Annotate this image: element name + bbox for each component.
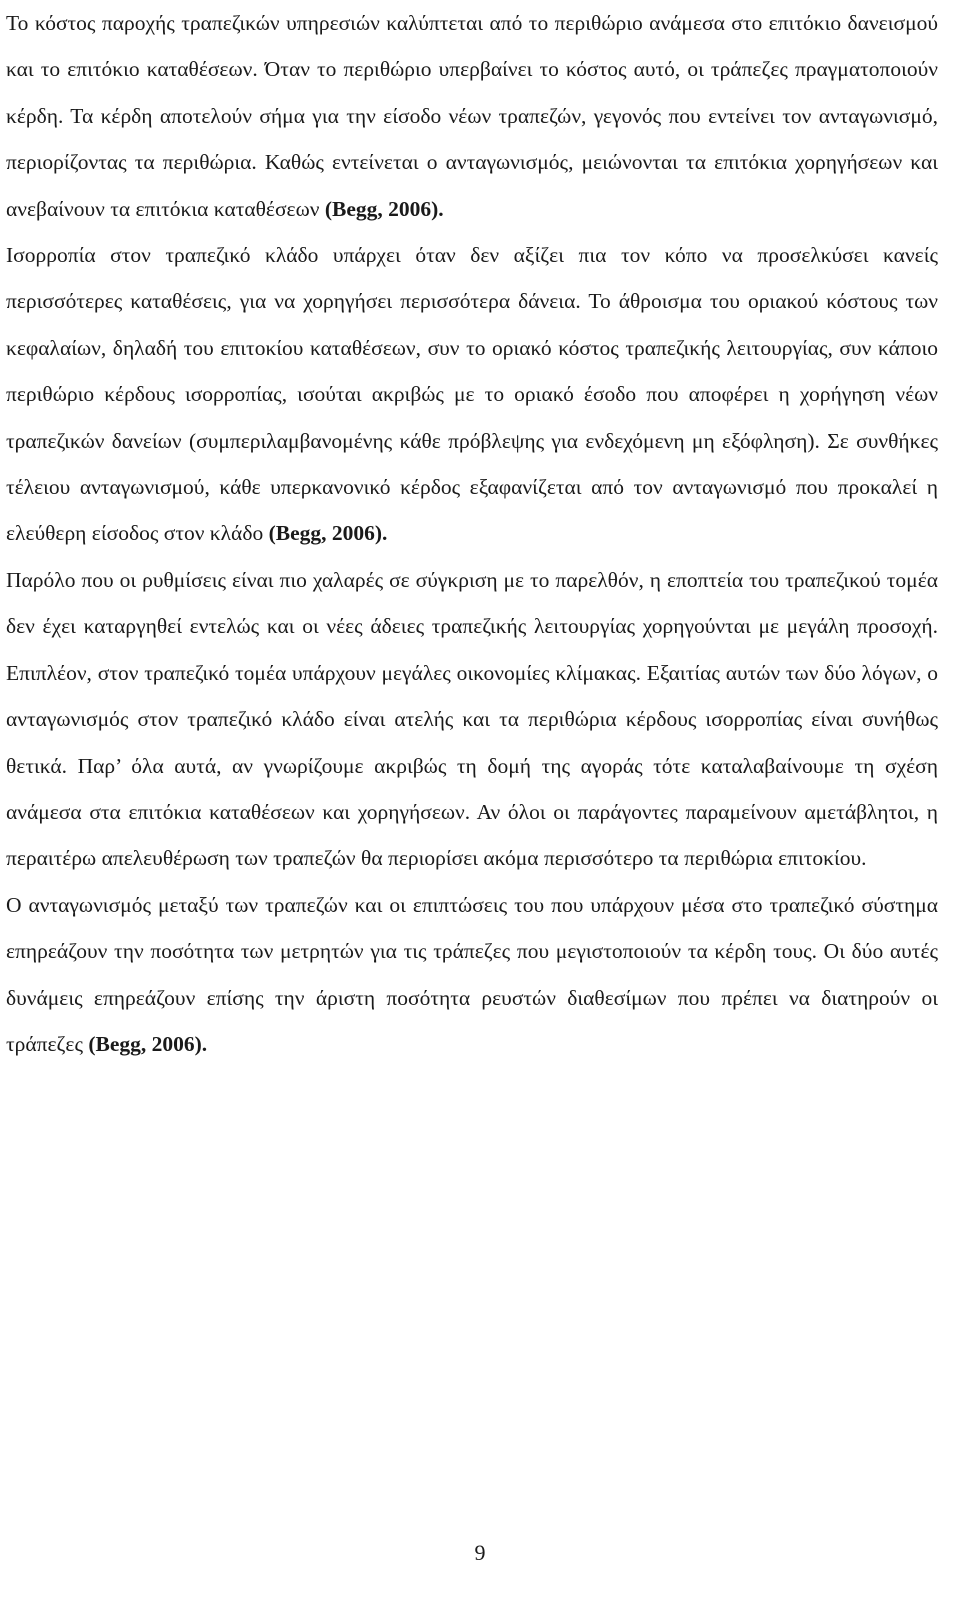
paragraph-competition-effects — [6, 882, 938, 1068]
paragraph-text: Ισορροπία στον τραπεζικό κλάδο υπάρχει όταν δεν αξίζει πια τον κόπο να προσελκύσει κανείς περισσότερες καταθέσεις, για να χορηγήσει περισσότερα δάνεια. Το άθροισμα του οριακού κόστους των κεφαλαίων, δηλαδή του επιτοκίου καταθέσεων, συν το οριακό κόστος τραπεζικής λειτουργίας, συν κάποιο περιθώριο κέρδους ισορροπίας, ισούται ακριβώς με το οριακό έσοδο που αποφέρει η χορήγηση νέων τραπεζικών δανείων (συμπεριλαμβανομένης κάθε πρόβλεψης για ενδεχόμενη μη εξόφληση). Σε συνθήκες τέλειου ανταγωνισμού, κάθε υπερκανονικό κέρδος εξαφανίζεται από τον ανταγωνισμό που προκαλεί η ελεύθερη είσοδος στον κλάδο — [6, 243, 938, 546]
citation: (Begg, 2006). — [268, 521, 388, 546]
paragraph-bank-margins — [6, 0, 938, 232]
citation: (Begg, 2006). — [324, 196, 444, 221]
paragraph-text: Παρόλο που οι ρυθμίσεις είναι πιο χαλαρές σε σύγκριση με το παρελθόν, η εποπτεία του τραπεζικού τομέα δεν έχει καταργηθεί εντελώς και οι νέες άδειες τραπεζικής λειτουργίας χορηγούνται με μεγάλη προσοχή. Επιπλέον, στον τραπεζικό τομέα υπάρχουν μεγάλες οικονομίες κλίμακας. Εξαιτίας αυτών των δύο λόγων, ο ανταγωνισμός στον τραπεζικό κλάδο είναι ατελής και τα περιθώρια κέρδους ισορροπίας είναι συνήθως θετικά. Παρ’ όλα αυτά, αν γνωρίζουμε ακριβώς τη δομή της αγοράς τότε καταλαβαίνουμε τη σχέση ανάμεσα στα επιτόκια καταθέσεων και χορηγήσεων. Αν όλοι οι παράγοντες παραμείνουν αμετάβλητοι, η περαιτέρω απελευθέρωση των τραπεζών θα περιορίσει ακόμα περισσότερο τα περιθώρια επιτοκίου. — [6, 567, 938, 871]
paragraph-imperfect-competition — [6, 557, 938, 882]
citation: (Begg, 2006). — [88, 1031, 208, 1056]
paragraph-text: Το κόστος παροχής τραπεζικών υπηρεσιών καλύπτεται από το περιθώριο ανάμεσα στο επιτόκιο δανεισμού και το επιτόκιο καταθέσεων. Όταν το περιθώριο υπερβαίνει το κόστος αυτό, οι τράπεζες πραγματοποιούν κέρδη. Τα κέρδη αποτελούν σήμα για την είσοδο νέων τραπεζών, γεγονός που εντείνει τον ανταγωνισμό, περιορίζοντας τα περιθώρια. Καθώς εντείνεται ο ανταγωνισμός, μειώνονται τα επιτόκια χορηγήσεων και ανεβαίνουν τα επιτόκια καταθέσεων — [6, 11, 938, 221]
document-body — [6, 0, 938, 1067]
paragraph-text: Ο ανταγωνισμός μεταξύ των τραπεζών και οι επιπτώσεις του που υπάρχουν μέσα στο τραπεζικό σύστημα επηρεάζουν την ποσότητα των μετρητών για τις τράπεζες που μεγιστοποιούν τα κέρδη τους. Οι δύο αυτές δυνάμεις επηρεάζουν επίσης την άριστη ποσότητα ρευστών διαθεσίμων που πρέπει να διατηρούν οι τράπεζες — [6, 892, 938, 1056]
paragraph-banking-equilibrium — [6, 232, 938, 557]
page-number: 9 — [474, 1540, 486, 1565]
